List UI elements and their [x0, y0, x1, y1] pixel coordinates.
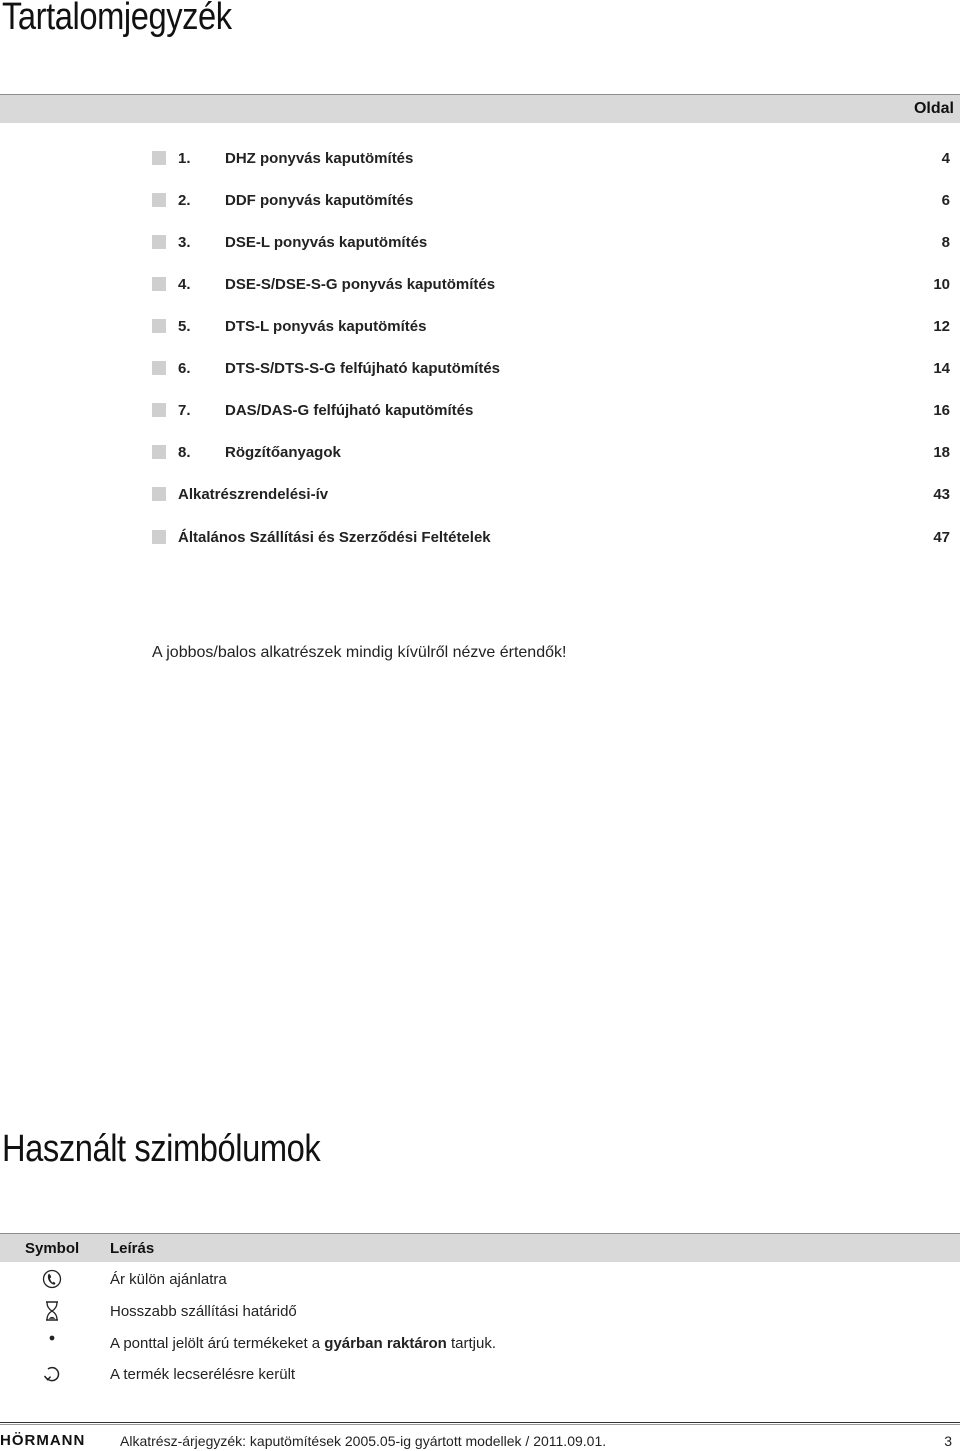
toc-item-page: 14	[933, 360, 950, 377]
toc-item-number: 5.	[178, 318, 191, 335]
symbols-section-title: Használt szimbólumok	[2, 1128, 321, 1170]
hourglass-icon	[42, 1300, 62, 1322]
toc-item-label: Alkatrészrendelési-ív	[178, 486, 329, 503]
description-column-header: Leírás	[110, 1240, 155, 1257]
toc-item-page: 12	[933, 318, 950, 335]
toc-item-number: 1.	[178, 150, 191, 167]
toc-item-number: 2.	[178, 192, 191, 209]
symbol-row	[0, 1363, 960, 1389]
toc-item-label: DSE-S/DSE-S-G ponyvás kaputömítés	[225, 276, 496, 293]
symbol-description: Hosszabb szállítási határidő	[110, 1303, 297, 1320]
symbol-description: A termék lecserélésre került	[110, 1366, 296, 1383]
toc-item-label: DTS-S/DTS-S-G felfújható kaputömítés	[225, 360, 501, 377]
toc-item-label: DDF ponyvás kaputömítés	[225, 192, 414, 209]
symbol-description: Ár külön ajánlatra	[110, 1271, 227, 1288]
toc-item-label: DSE-L ponyvás kaputömítés	[225, 234, 428, 251]
toc-item[interactable]	[0, 316, 960, 340]
footer-text: Alkatrész-árjegyzék: kaputömítések 2005.05-ig gyártott modellek / 2011.09.01.	[120, 1433, 607, 1449]
toc-item-page: 47	[933, 529, 950, 546]
toc-item-page: 16	[933, 402, 950, 419]
toc-item-number: 7.	[178, 402, 191, 419]
replace-arrow-icon	[42, 1363, 62, 1385]
toc-item-label: Általános Szállítási és Szerződési Feltételek	[178, 529, 491, 546]
toc-item[interactable]	[0, 148, 960, 172]
toc-item-page: 8	[941, 234, 950, 251]
toc-item-label: DTS-L ponyvás kaputömítés	[225, 318, 427, 335]
footer-divider-secondary	[0, 1424, 960, 1425]
toc-item-label: Rögzítőanyagok	[225, 444, 341, 461]
toc-item[interactable]	[0, 190, 960, 214]
square-bullet-icon	[152, 235, 166, 249]
symbol-row	[0, 1300, 960, 1326]
toc-item[interactable]	[0, 527, 960, 551]
square-bullet-icon	[152, 151, 166, 165]
toc-item-number: 4.	[178, 276, 191, 293]
square-bullet-icon	[152, 319, 166, 333]
page-number: 3	[944, 1433, 952, 1449]
toc-item-page: 4	[941, 150, 950, 167]
square-bullet-icon	[152, 193, 166, 207]
toc-item[interactable]	[0, 358, 960, 382]
toc-item-page: 10	[933, 276, 950, 293]
symbols-header-bar	[0, 1233, 960, 1262]
toc-item-label: DHZ ponyvás kaputömítés	[225, 150, 414, 167]
hormann-logo: HÖRMANN	[0, 1432, 86, 1449]
footer-divider	[0, 1422, 960, 1423]
toc-item[interactable]	[0, 442, 960, 466]
toc-item-page: 43	[933, 486, 950, 503]
square-bullet-icon	[152, 445, 166, 459]
dot-icon	[42, 1332, 62, 1354]
phone-icon	[42, 1268, 62, 1290]
square-bullet-icon	[152, 361, 166, 375]
square-bullet-icon	[152, 277, 166, 291]
square-bullet-icon	[152, 403, 166, 417]
symbol-row	[0, 1332, 960, 1358]
toc-header-bar	[0, 94, 960, 123]
toc-item[interactable]	[0, 274, 960, 298]
symbol-row	[0, 1268, 960, 1294]
toc-item-number: 3.	[178, 234, 191, 251]
toc-item-label: DAS/DAS-G felfújható kaputömítés	[225, 402, 474, 419]
page-title: Tartalomjegyzék	[2, 0, 232, 38]
toc-item[interactable]	[0, 400, 960, 424]
symbol-description: A ponttal jelölt árú termékeket a gyárban raktáron tartjuk.	[110, 1335, 497, 1352]
toc-item[interactable]	[0, 484, 960, 508]
toc-page-column-header: Oldal	[913, 100, 954, 117]
toc-item-number: 6.	[178, 360, 191, 377]
toc-item-page: 18	[933, 444, 950, 461]
toc-item[interactable]	[0, 232, 960, 256]
square-bullet-icon	[152, 530, 166, 544]
toc-item-page: 6	[941, 192, 950, 209]
symbol-column-header: Symbol	[25, 1240, 80, 1257]
toc-item-number: 8.	[178, 444, 191, 461]
square-bullet-icon	[152, 487, 166, 501]
orientation-note: A jobbos/balos alkatrészek mindig kívülről nézve értendők!	[152, 644, 567, 661]
